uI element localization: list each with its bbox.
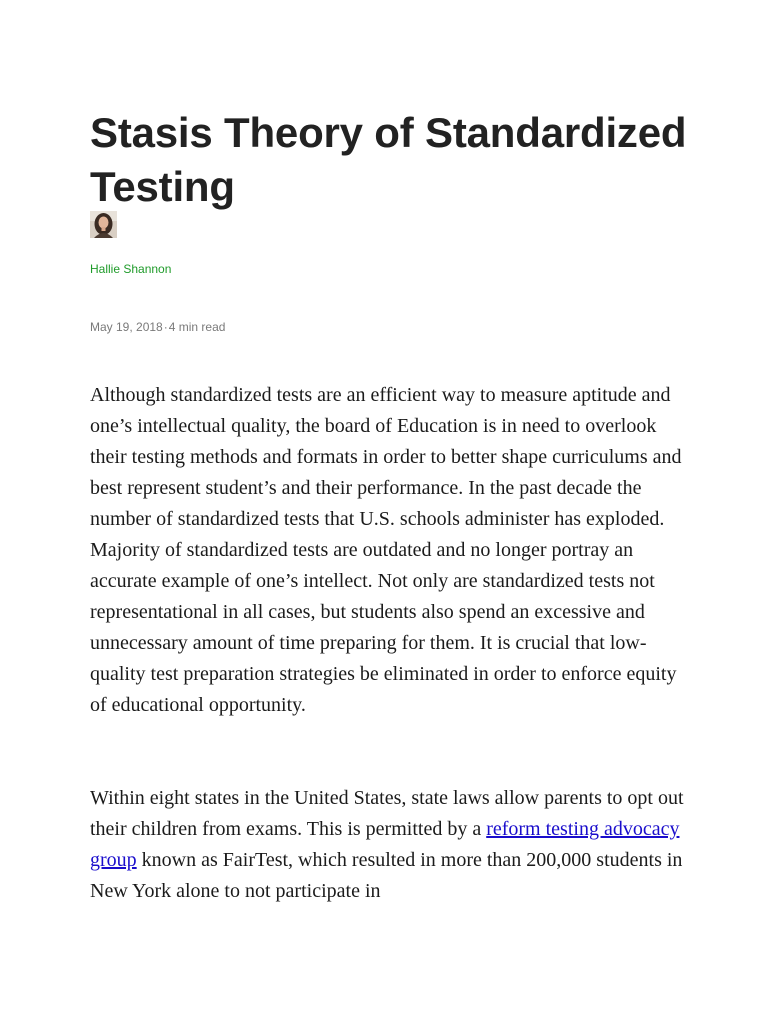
article-meta: [90, 320, 225, 334]
author-avatar[interactable]: [90, 211, 117, 238]
reform-testing-advocacy-link[interactable]: reform testing advocacy group: [90, 818, 680, 871]
article-title: Stasis Theory of Standardized Testing: [90, 109, 687, 210]
publish-date: May 19, 2018: [90, 320, 163, 334]
paragraph-1: Although standardized tests are an efficient way to measure aptitude and one’s intellectual quality, the board of Education is in need to overlook their testing methods and formats in order to better shape curriculums and best represent student’s and their performance. In the past decade the number of standardized tests that U.S. schools administer has exploded. Majority of standardized tests are outdated and no longer portray an accurate example of one’s intellect. Not only are standardized tests not representational in all cases, but students also spend an excessive and unnecessary amount of time preparing for them. It is crucial that low-quality test preparation strategies be eliminated in order to enforce equity of educational opportunity.: [90, 384, 682, 716]
avatar-photo: [90, 211, 117, 238]
meta-separator: ·: [163, 320, 168, 334]
paragraph-2: [90, 783, 690, 907]
read-time: 4 min read: [168, 320, 226, 334]
paragraph-2-text-after: known as FairTest, which resulted in more than 200,000 students in New York alone to not participate in: [90, 849, 683, 902]
paragraph-2-text-before: Within eight states in the United States, state laws allow parents to opt out their children from exams. This is permitted by a: [90, 787, 684, 840]
author-name[interactable]: Hallie Shannon: [90, 262, 172, 276]
